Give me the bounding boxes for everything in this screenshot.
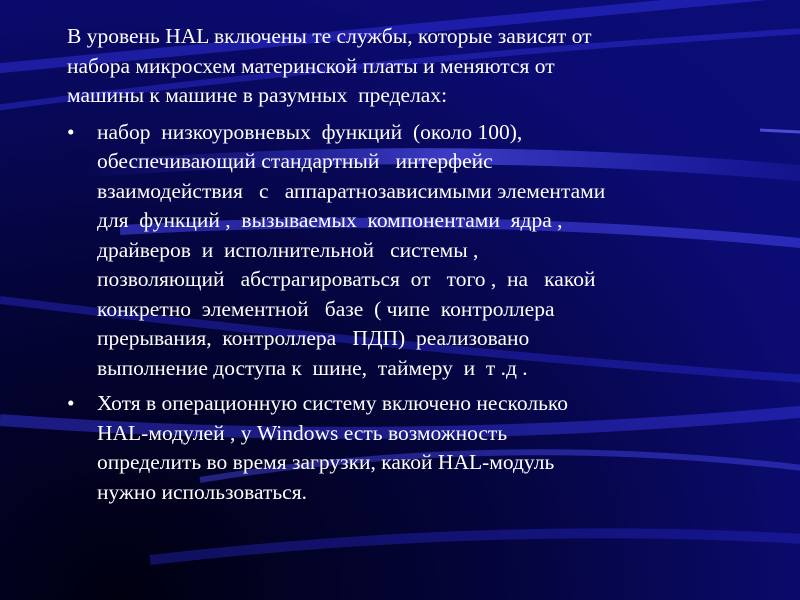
bullet-line: нужно использоваться.: [97, 479, 307, 504]
slide-content: [67, 22, 767, 513]
intro-line: набора микросхем материнской платы и меняются от: [67, 53, 555, 78]
bullet-line: набор низкоуровневых функций (около 100),: [97, 119, 523, 144]
bullet-item-hal-functions: [67, 118, 767, 384]
bullet-line: выполнение доступа к шине, таймеру и т .д .: [97, 355, 528, 380]
intro-line: машины к машине в разумных пределах:: [67, 83, 448, 107]
bullet-item-hal-modules: [67, 389, 767, 507]
bullet-line: прерывания, контроллера ПДП) реализовано: [97, 326, 530, 350]
bullet-icon: •: [67, 119, 75, 144]
intro-paragraph: [67, 22, 767, 111]
intro-line: В уровень HAL включены те службы, которые зависят от: [67, 24, 592, 48]
bullet-line: драйверов и исполнительной системы ,: [97, 237, 479, 262]
bullet-line: обеспечивающий стандартный интерфейс: [97, 149, 493, 173]
bullet-line: взаимодействия с аппаратнозависимыми элементами: [97, 178, 606, 203]
bullet-line: позволяющий абстрагироваться от того , на какой: [97, 267, 596, 291]
bullet-line: для функций , вызываемых компонентами ядра ,: [97, 208, 563, 232]
bullet-line: определить во время загрузки, какой HAL-модуль: [97, 450, 555, 474]
bullet-line: HAL-модулей , у Windows есть возможность: [97, 420, 508, 445]
bullet-line: Хотя в операционную систему включено несколько: [97, 391, 568, 415]
bullet-line: конкретно элементной базе ( чипе контроллера: [97, 296, 555, 321]
bullet-icon: •: [67, 391, 75, 415]
